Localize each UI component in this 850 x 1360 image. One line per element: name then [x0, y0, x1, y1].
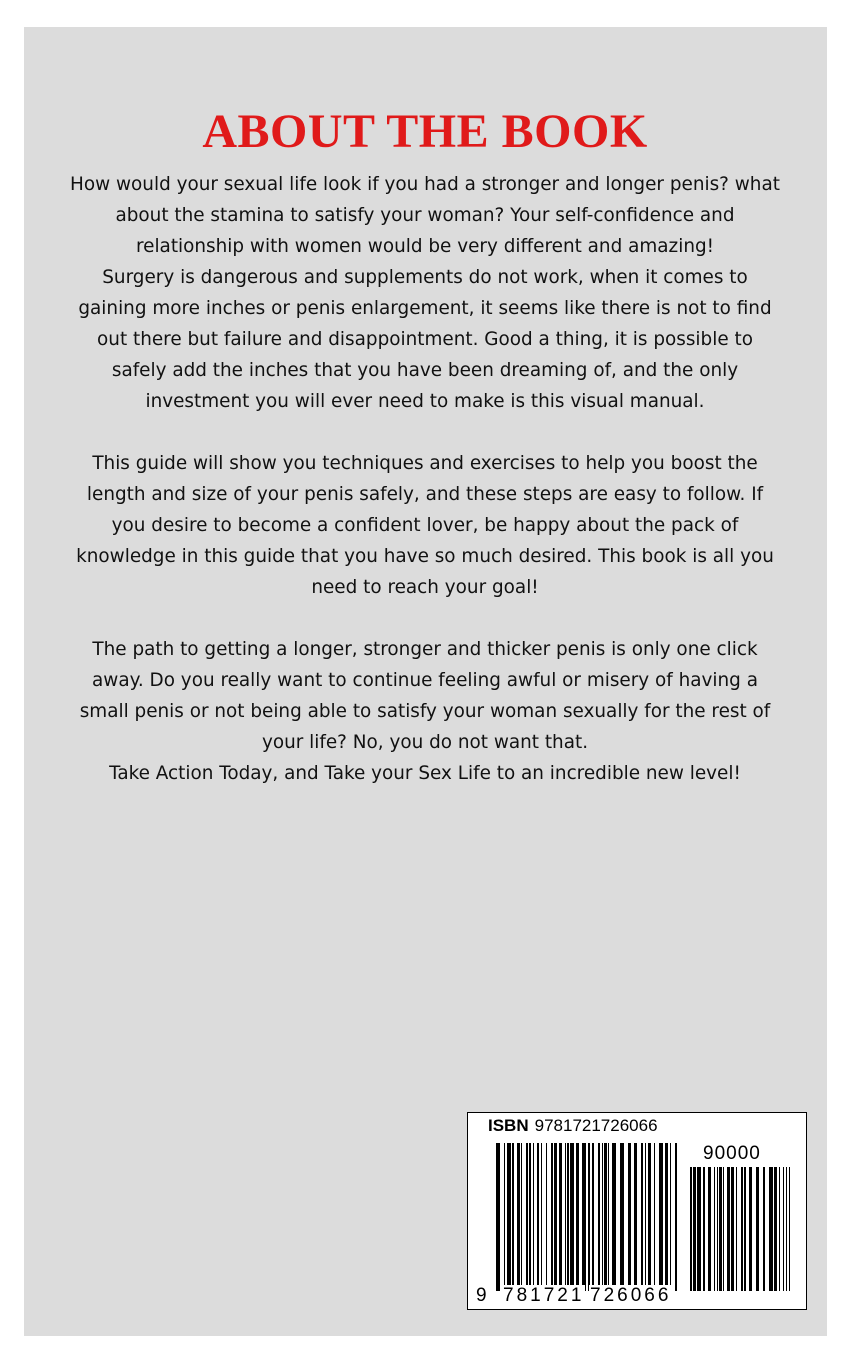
paragraph-guide: This guide will show you techniques and exercises to help you boost the length and size of your penis safely, and these steps are easy to follow. If you desire to become a confident lover, be happy about the pack of knowledge in this guide that you have so much desired. This book is all you need to reach your goal! [76, 453, 774, 598]
barcode-bars [496, 1143, 678, 1291]
barcode-addon-bars [690, 1167, 790, 1291]
paragraph-path: The path to getting a longer, stronger and thicker penis is only one click away. Do you really want to continue feeling awful or misery of having a small penis or not being able to satisfy your woman sexually for the rest of your life? No, you do not want that. [79, 639, 771, 753]
barcode-left-digits: 781721 [503, 1285, 585, 1306]
paragraph-intro: How would your sexual life look if you had a stronger and longer penis? what about the stamina to satisfy your woman? Your self-confidence and relationship with women would be very different and amazing! [70, 174, 780, 257]
barcode-lead-digit: 9 [476, 1285, 487, 1306]
isbn-number: 9781721726066 [534, 1116, 658, 1135]
page-title: ABOUT THE BOOK [202, 105, 648, 158]
isbn-barcode [467, 1112, 807, 1310]
paragraph-call-to-action: Take Action Today, and Take your Sex Life to an incredible new level! [109, 763, 741, 784]
price-code: 90000 [703, 1143, 761, 1164]
barcode-right-digits: 726066 [590, 1285, 672, 1306]
isbn-label [488, 1116, 658, 1136]
isbn-prefix: ISBN [488, 1116, 529, 1135]
book-description [70, 169, 780, 789]
paragraph-surgery: Surgery is dangerous and supplements do not work, when it comes to gaining more inches or penis enlargement, it seems like there is not to find out there but failure and disappointment. Good a thing, it is possible to safely add the inches that you have been dreaming of, and the only investment you will ever need to make is this visual manual. [78, 267, 772, 412]
